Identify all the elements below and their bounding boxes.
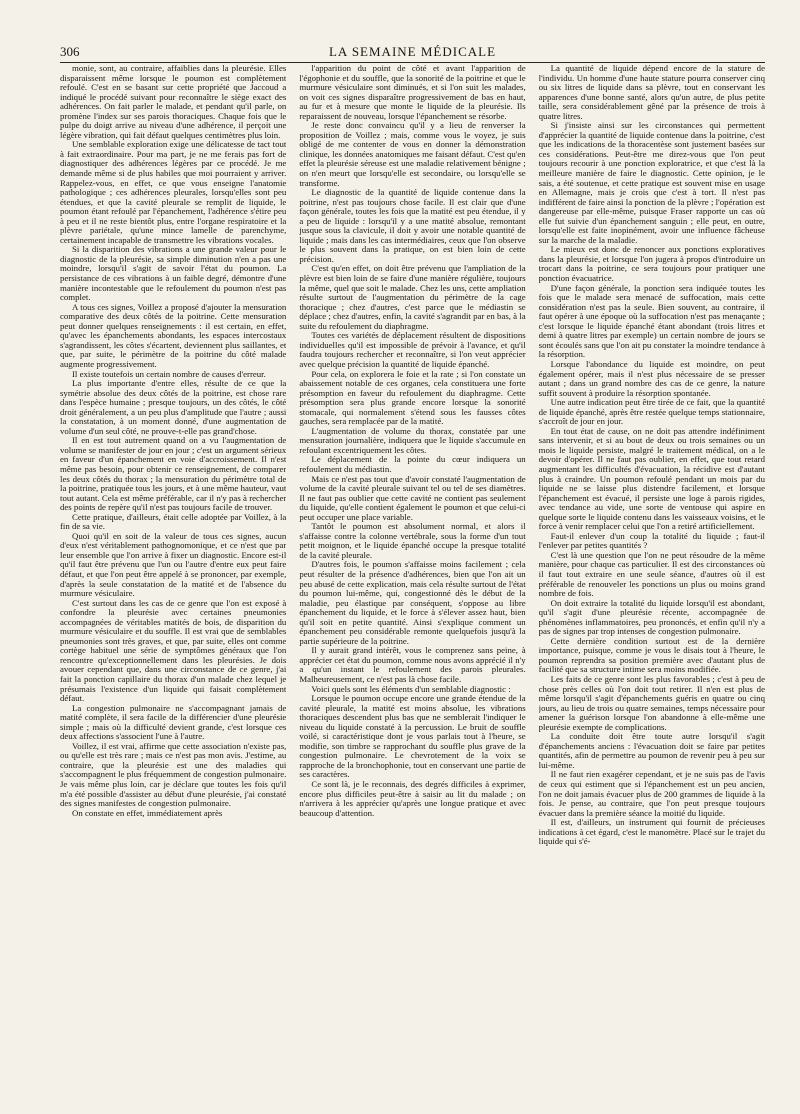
paragraph: Il est, d'ailleurs, un instrument qui fournit de précieuses indications à cet égard, c'est le manomètre. Placé sur le trajet du liquide qui s'é- <box>538 817 765 847</box>
paragraph: Une semblable exploration exige une délicatesse de tact tout à fait extraordinaire. Pour ma part, je ne me ferais pas fort de diagnostiquer des adhérences légères par ce procédé. Je me demande même si de plus habiles que moi pourraient y arriver. Rappelez-vous, en effet, ce que vous enseigne l'anatomie pathologique ; ces adhérences pleurales, lorsqu'elles sont peu étendues, et que la cavité pleurale se remplit de liquide, le poumon étant refoulé par l'épanchement, l'adhérence s'étire peu à peu et il ne reste bientôt plus, entre l'organe respiratoire et la plèvre pariétale, qu'une mince lamelle de parenchyme, certainement incapable de transmettre les vibrations vocales. <box>60 139 287 245</box>
paragraph: D'autres fois, le poumon s'affaisse moins facilement ; cela peut résulter de la présence d'adhérences, bien que l'on ait un peu abusé de cette explication, mais cela résulte surtout de l'état du poumon lui-même, qui, congestionné dès le début de la maladie, peu élastique par conséquent, s'oppose au libre épanchement du liquide, et le force à s'élever assez haut, bien qu'il soit en petite quantité. Ainsi s'explique comment un épanchement peu considérable remonte quelquefois jusqu'à la partie supérieure de la poitrine. <box>299 559 526 646</box>
paragraph: Il y aurait grand intérêt, vous le comprenez sans peine, à apprécier cet état du poumon, comme nous avons apprécié il n'y a qu'un instant le refoulement des parois pleurales. Malheureusement, ce n'est pas là chose facile. <box>299 645 526 684</box>
paragraph: On doit extraire la totalité du liquide lorsqu'il est abondant, qu'il s'agit d'une pleurésie récente, accompagnée de phénomènes inflammatoires, peu prononcés, et enfin qu'il n'y a pas de signes par trop intenses de congestion pulmonaire. <box>538 597 765 637</box>
paragraph: Voillez, il est vrai, affirme que cette association n'existe pas, ou qu'elle est très rare ; mais ce n'est pas mon avis. J'estime, au contraire, que la pleurésie est une des maladies qui s'accompagnent le plus fréquemment de congestion pulmonaire. Je vais même plus loin, car je déclare que toutes les fois qu'il m'a été possible d'assister au début d'une pleurésie, j'ai constaté des signes manifestes de congestion pulmonaire. <box>60 740 287 809</box>
paragraph: En tout état de cause, on ne doit pas attendre indéfiniment sans intervenir, et si au bout de deux ou trois semaines ou un mois le liquide persiste, malgré le traitement médical, on a le devoir d'opérer. Il ne faut pas oublier, en effet, que tout retard augmentant les difficultés d'évacuation, la récidive est d'autant plus à craindre. Un poumon refoulé pendant un mois par du liquide ne se laisse plus distendre facilement, et lorsque l'épanchement est évacué, il persiste une loge à parois rigides, avec tendance au vide, une sorte de ventouse qui aspire en quelque sorte le liquide contenu dans les vaisseaux voisins, et le force à venir remplacer celui que l'on a retiré artificiellement. <box>538 425 765 532</box>
paragraph: On constate en effet, immédiatement après <box>72 807 223 818</box>
paragraph: Cette pratique, d'ailleurs, était celle adoptée par Voillez, à la fin de sa vie. <box>60 511 287 532</box>
paragraph: C'est qu'en effet, on doit être prévenu que l'ampliation de la plèvre est bien loin de se faire d'une manière régulière, toujours la même, quel que soit le malade. Chez les uns, cette ampliation résulte surtout de l'augmentation du périmètre de la cage thoracique ; chez d'autres, c'est parce que le médiastin se déplace ; chez d'autres, enfin, la cavité s'agrandit par en bas, à la suite du refoulement du diaphragme. <box>299 263 526 331</box>
paragraph: Le mieux est donc de renoncer aux ponctions exploratives dans la pleurésie, et lorsque l'on jugera à propos d'introduire un trocart dans la poitrine, ce sera toujours pour pratiquer une ponction évacuatrice. <box>538 244 765 284</box>
paragraph: Lorsque l'abondance du liquide est moindre, on peut également opérer, mais il n'est plus nécessaire de se presser autant ; dans un grand nombre des cas de ce genre, la nature suffit souvent à produire la résorption spontanée. <box>538 358 765 398</box>
paragraph: La plus importante d'entre elles, résulte de ce que la symétrie absolue des deux côtés de la poitrine, est chose rare dans l'espèce humaine ; presque toujours, un des côtés, le côté droit généralement, a un peu plus d'amplitude que l'autre ; aussi la constatation, à un moment donné, d'une augmentation de volume d'un seul côté, ne prouve-t-elle pas grand'chose. <box>60 378 287 436</box>
paragraph: Il en est tout autrement quand on a vu l'augmentation de volume se manifester de jour en jour ; c'est un argument sérieux en faveur d'un épanchement en voie d'accroissement. Il n'est même pas besoin, pour obtenir ce renseignement, de comparer les deux côtés du thorax ; la mensuration du périmètre total de la poitrine, pratiquée tous les jours, et à une même hauteur, vaut tout autant. Cela est même préférable, car il n'y pas à rechercher des points de repère qu'il n'est pas toujours facile de trouver. <box>60 435 287 513</box>
paragraph: monie, sont, au contraire, affaiblies dans la pleurésie. Elles disparaissent même lorsque le poumon est complètement refoulé. C'est en se basant sur cette propriété que Jaccoud a indiqué le procédé suivant pour reconnaître le siège exact des adhérences. On fait parler le malade, et pendant qu'il parle, on promène l'index sur ses parois thoraciques. Chaque fois que le pulpe du doigt arrive au niveau d'une adhérence, il perçoit une légère vibration, qui fait défaut quelques centimètres plus loin. <box>60 64 287 140</box>
paragraph: Le déplacement de la pointe du cœur indiquera un refoulement du médiastin. <box>299 454 526 474</box>
journal-title: LA SEMAINE MÉDICALE <box>328 44 497 59</box>
paragraph: A tous ces signes, Voillez a proposé d'ajouter la mensuration comparative des deux côtés de la poitrine. Cette mensuration peut donner quelques renseignements : il est certain, en effet, qu'avec les épanchements abondants, les espaces intercostaux s'agrandissent, les côtes s'écartent, deviennent plus saillantes, et que, par suite, le périmètre de la poitrine du côté malade augmente progressivement. <box>60 301 287 369</box>
paragraph: Le diagnostic de la quantité de liquide contenue dans la poitrine, n'est pas toujours chose facile. Il est clair que d'une façon générale, toutes les fois que la matité est peu étendue, il y a peu de liquide : lorsqu'il y a une matité absolue, remontant jusque sous la clavicule, il doit y avoir une notable quantité de liquide ; mais dans les cas intermédiaires, ceux que l'on observe le plus souvent dans la pratique, on est bien loin de cette précision. <box>299 187 526 264</box>
paragraph: Voici quels sont les éléments d'un semblable diagnostic : <box>311 683 511 694</box>
paragraph: Ce sont là, je le reconnais, des degrés difficiles à exprimer, encore plus difficiles peut-être à saisir au lit du malade ; on n'arrivera à les apprécier qu'après une longue pratique et avec beaucoup d'attention. <box>299 779 526 818</box>
paragraph: La congestion pulmonaire ne s'accompagnant jamais de matité complète, il sera facile de la différencier d'une pleurésie simple ; mais où la difficulté devient grande, c'est lorsque ces deux affections s'associent l'une à l'autre. <box>60 702 287 742</box>
paragraph: Lorsque le poumon occupe encore une grande étendue de la cavité pleurale, la matité est moins absolue, les vibrations thoraciques descendent plus bas que ne semblerait l'indiquer le niveau du liquide constaté à la percussion. Le bruit de souffle voilé, si caractéristique dont je vous parlais tout à l'heure, se modifie, son timbre se rapprochant du souffle plus grave de la congestion pulmonaire. Le chevrotement de la voix se rapproche de la bronchophonie, tout en conservant une partie de ses caractères. <box>299 693 526 780</box>
text-columns <box>60 64 765 1104</box>
paragraph: Si j'insiste ainsi sur les circonstances qui permettent d'apprécier la quantité de liquide contenue dans la poitrine, c'est que les indications de la thoracentèse sont justement basées sur ces considérations. Peut-être me direz-vous que l'on peut toujours recourir à une ponction exploratrice, et que c'est là la meilleure manière de faire le diagnostic. Cette opinion, je le sais, a été soutenue, et cette pratique est souvent mise en usage en Allemagne, mais je crois que c'est à tort. Il n'est pas indifférent de faire ainsi la ponction de la plèvre ; l'opération est dangereuse par elle-même, puisque Fraser rapporte un cas où elle fut suivie d'un épanchement sanguin ; elle peut, en outre, lorsqu'elle est faite inopinément, avoir une influence fâcheuse sur la marche de la maladie. <box>538 120 765 245</box>
paragraph: Mais ce n'est pas tout que d'avoir constaté l'augmentation de volume de la cavité pleurale suivant tel ou tel de ses diamètres. Il ne faut pas oublier que cette cavité ne contient pas seulement du liquide, qu'elle contient également le poumon et que celui-ci peut occuper une place variable. <box>299 473 526 522</box>
paragraph: Quoi qu'il en soit de la valeur de tous ces signes, aucun d'eux n'est véritablement pathognomonique, et ce n'est que par leur ensemble que l'on arrive à fixer un diagnostic. Encore est-il qu'il faut être prévenu que l'un ou l'autre d'entre eux peut faire défaut, et que l'on peut être appelé à se prononcer, par exemple, d'après la seule constatation de la matité et de l'absence du murmure vésiculaire. <box>60 530 287 599</box>
paragraph: Je reste donc convaincu qu'il y a lieu de renverser la proposition de Voillez ; mais, comme vous le voyez, je suis obligé de me contenter de vous en donner la démonstration clinique, les données anatomiques me faisant défaut. C'est qu'en effet la pleurésie séreuse est une maladie relativement bénigne ; on n'en meurt que lorsqu'elle est secondaire, ou lorsqu'elle se transforme. <box>299 120 526 188</box>
paragraph: Si la disparition des vibrations a une grande valeur pour le diagnostic de la pleurésie, sa simple diminution n'en a pas une moindre, lorsqu'il s'agit de savoir l'état du poumon. La persistance de ces vibrations à un faible degré, démontre d'une manière incontestable que le refoulement du poumon n'est pas complet. <box>60 244 287 303</box>
paragraph: L'augmentation de volume du thorax, constatée par une mensuration journalière, indiquera que le liquide s'accumule en refoulant excentriquement les côtes. <box>299 425 526 455</box>
paragraph: C'est surtout dans les cas de ce genre que l'on est exposé à confondre la pleurésie avec certaines pneumonies accompagnées de véritables matités de bois, de disparition du murmure vésiculaire et du souffle. Il est vrai que de semblables pneumonies sont très graves, et que, par suite, elles ont comme cortège habituel une série de symptômes généraux que l'on rencontre qu'exceptionnellement dans les pleurésies. Je dois avouer cependant que, dans une circonstance de ce genre, j'ai fait la ponction capillaire du thorax d'un malade chez lequel je présumais l'existence d'un liquide qui faisait complètement défaut. <box>60 597 287 704</box>
paragraph: Tantôt le poumon est absolument normal, et alors il s'affaisse contre la colonne vertébrale, sous la forme d'un tout petit moignon, et le liquide épanché occupe la presque totalité de la cavité pleurale. <box>299 521 526 560</box>
paragraph: l'apparition du point de côté et avant l'apparition de l'égophonie et du souffle, que la sonorité de la poitrine et que le murmure vésiculaire sont diminués, et si l'on suit les malades, on voit ces signes disparaître progressivement de bas en haut, au fur et à mesure que monte le liquide de la pleurésie. Ils reparaissent de nouveau, lorsque l'épanchement se résorbe. <box>299 64 526 121</box>
paragraph: La conduite doit être toute autre lorsqu'il s'agit d'épanchements anciens : l'évacuation doit se faire par petites quantités, afin de permettre au poumon de revenir peu à peu sur lui-même. <box>538 731 765 770</box>
paragraph: La quantité de liquide dépend encore de la stature de l'individu. Un homme d'une haute stature pourra conserver cinq ou six litres de liquide dans sa plèvre, tout en conservant les apparences d'une bonne santé, alors qu'un autre, de plus petite taille, sera considérablement gêné par la présence de trois à quatre litres. <box>538 64 765 121</box>
paragraph: Les faits de ce genre sont les plus favorables ; c'est à peu de chose près celles où l'on doit tout retirer. Il n'en est plus de même lorsqu'il s'agit d'épanchements guéris en quatre ou cinq jours, au lieu de trois ou quatre semaines, temps nécessaire pour amener la guérison lorsque l'on abandonne à elle-même une pleurésie exempte de complications. <box>538 674 765 732</box>
text-column-left <box>60 64 286 1104</box>
paragraph: Pour cela, on explorera le foie et la rate ; si l'on constate un abaissement notable de ces organes, cela constituera une forte présomption en faveur du refoulement du diaphragme. Cette présomption sera plus grande encore lorsque la sonorité stomacale, qui normalement s'étend sous les fausses côtes gauches, sera remplacée par de la matité. <box>299 368 526 427</box>
paragraph: Il ne faut rien exagérer cependant, et je ne suis pas de l'avis de ceux qui estiment que si l'épanchement est un peu ancien, l'on ne doit jamais évacuer plus de 200 grammes de liquide à la fois. Je pense, au contraire, que l'on peut presque toujours évacuer dans la première séance la moitié du liquide. <box>538 769 765 818</box>
paragraph: Il existe toutefois un certain nombre de causes d'erreur. <box>72 368 266 379</box>
page-number: 306 <box>60 44 80 59</box>
paragraph: D'une façon générale, la ponction sera indiquée toutes les fois que le malade sera menacé de suffocation, mais cette considération n'est pas la seule. Bien souvent, au contraire, il faut opérer à une époque où la suffocation n'est pas menaçante ; c'est lorsque le liquide épanché étant abondant (trois litres et demi à quatre litres par exemple) un certain nombre de jours se sont écoulés sans que l'on ait pu constater la moindre tendance à la résorption. <box>538 282 765 360</box>
text-column-middle <box>299 64 525 1104</box>
text-column-right <box>539 64 765 1104</box>
paragraph: Une autre indication peut être tirée de ce fait, que la quantité de liquide épanché, après être restée quelque temps stationnaire, s'accroît de jour en jour. <box>538 397 765 427</box>
paragraph: Cette dernière condition surtout est de la dernière importance, puisque, comme je vous le disais tout à l'heure, le poumon reprendra sa position première avec d'autant plus de facilité que sa structure intime sera moins modifiée. <box>538 635 765 675</box>
paragraph: Faut-il enlever d'un coup la totalité du liquide ; faut-il l'enlever par petites quantités ? <box>538 530 765 551</box>
running-header <box>60 44 765 63</box>
paragraph: C'est là une question que l'on ne peut résoudre de la même manière, pour chaque cas particulier. Il est des circonstances où il faut tout extraire en une seule séance, d'autres où il est préférable de renouveler les ponctions un plus ou moins grand nombre de fois. <box>538 549 765 599</box>
paragraph: Toutes ces variétés de déplacement résultent de dispositions individuelles qu'il est impossible de prévoir à l'avance, et qu'il faudra toujours rechercher et reconnaître, si l'on veut apprécier avec quelque précision la quantité de liquide épanché. <box>299 330 526 369</box>
